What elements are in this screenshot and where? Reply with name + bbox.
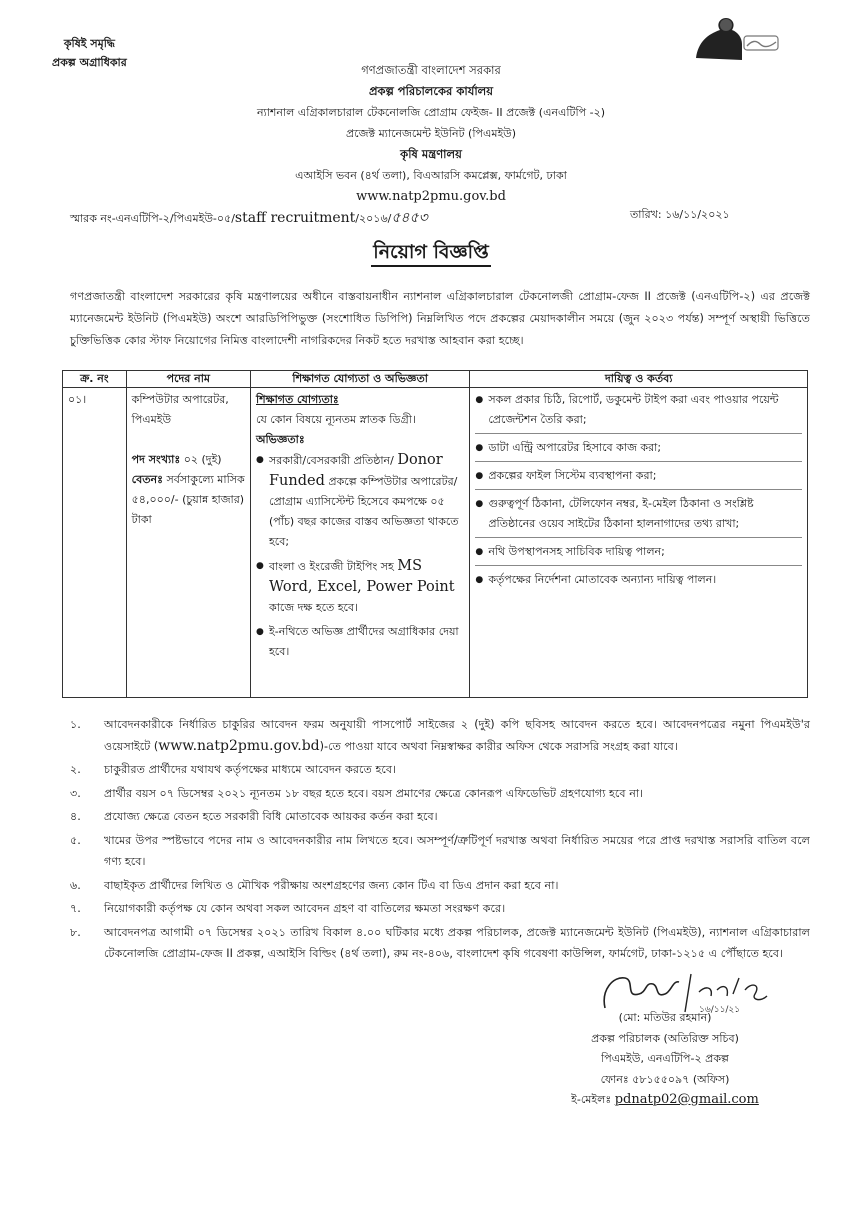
list-item: ৪. প্রযোজ্য ক্ষেত্রে বেতন হতে সরকারী বিধি মোতাবেক আয়কর কর্তন করা হবে। bbox=[70, 810, 438, 823]
th-duties: দায়িত্ব ও কর্তব্য bbox=[470, 371, 808, 388]
th-post: পদের নাম bbox=[126, 371, 250, 388]
job-table bbox=[62, 370, 808, 698]
edu-label: শিক্ষাগত যোগ্যতাঃ bbox=[256, 393, 339, 406]
memo-number bbox=[70, 206, 428, 230]
memo-prefix: স্মারক নং-এনএটিপি-২/পিএমইউ-০৫/ bbox=[70, 212, 235, 225]
signatory-phone: ফোনঃ ৫৮১৫৫০৯৭ (অফিস) bbox=[600, 1072, 730, 1086]
duties-list bbox=[475, 390, 802, 593]
list-item: ● ডাটা এন্ট্রি অপারেটর হিসাবে কাজ করা; bbox=[475, 438, 802, 462]
header-unit: প্রজেক্ট ম্যানেজমেন্ট ইউনিট (পিএমইউ) bbox=[345, 127, 517, 140]
signature-date: ১৬/১১/২১ bbox=[699, 1005, 741, 1015]
notice-title bbox=[0, 238, 862, 270]
header-office: প্রকল্প পরিচালকের কার্যালয় bbox=[368, 84, 494, 98]
cell-duties bbox=[470, 388, 808, 698]
experience-list bbox=[256, 450, 464, 662]
post-count: পদ সংখ্যাঃ ০২ (দুই) bbox=[131, 453, 222, 466]
list-item: ১. আবেদনকারীকে নির্ধারিত চাকুরির আবেদন ফরম অনুযায়ী পাসপোর্ট সাইজের ২ (দুই) কপি ছবিসহ আবেদন করতে হবে। আবেদনপত্রের নমুনা পিএমইউ'র ওয়েসাইটে (www.natp2pmu.gov.bd)-তে পাওয়া যাবে অথবা নিম্নস্বাক্ষর কারীর অফিস থেকে সরাসরি সংগ্রহ করা যাবে। bbox=[70, 718, 810, 754]
notice-title-text: নিয়োগ বিজ্ঞপ্তি bbox=[371, 241, 490, 267]
memo-handwritten: ৫৪৫৩ bbox=[391, 210, 428, 226]
th-serial: ক্র. নং bbox=[63, 371, 127, 388]
conditions-list bbox=[70, 714, 810, 967]
list-item: ২. চাকুরীরত প্রার্থীদের যথাযথ কর্তৃপক্ষের মাধ্যমে আবেদন করতে হবে। bbox=[70, 763, 397, 776]
email-link[interactable]: pdnatp02@gmail.com bbox=[614, 1092, 759, 1107]
signatory-email-row: ই-মেইলঃ pdnatp02@gmail.com bbox=[571, 1092, 759, 1107]
memo-suffix: /২০১৬/ bbox=[355, 212, 392, 225]
signatory-designation: প্রকল্প পরিচালক (অতিরিক্ত সচিব) bbox=[591, 1031, 739, 1045]
header-address: এআইসি ভবন (৪র্থ তলা), বিএআরসি কমপ্লেক্স, ফার্মগেট, ঢাকা bbox=[295, 169, 567, 182]
mujib-logo bbox=[690, 14, 782, 64]
th-qualification: শিক্ষাগত যোগ্যতা ও অভিজ্ঞতা bbox=[251, 371, 470, 388]
cell-serial: ০১। bbox=[63, 388, 127, 698]
list-item: ● বাংলা ও ইংরেজী টাইপিং সহ MS Word, Excel, Power Point কাজে দক্ষ হতে হবে। bbox=[256, 556, 464, 618]
list-item: ● নথি উপস্থাপনসহ সাচিবিক দায়িত্ব পালন; bbox=[475, 542, 802, 566]
cell-qualification bbox=[251, 388, 470, 698]
post-name: কম্পিউটার অপারেটর, পিএমইউ bbox=[131, 393, 229, 426]
list-item: ৭. নিয়োগকারী কর্তৃপক্ষ যে কোন অথবা সকল আবেদন গ্রহণ বা বাতিলের ক্ষমতা সংরক্ষণ করে। bbox=[70, 902, 506, 915]
header-govt: গণপ্রজাতন্ত্রী বাংলাদেশ সরকার bbox=[361, 63, 501, 77]
post-salary: বেতনঃ সর্বসাকুল্যে মাসিক ৫৪,০০০/- (চুয়ান্ন হাজার) টাকা bbox=[131, 473, 245, 526]
cell-post bbox=[126, 388, 250, 698]
exp-label: অভিজ্ঞতাঃ bbox=[256, 433, 305, 446]
header-ministry: কৃষি মন্ত্রণালয় bbox=[400, 147, 462, 161]
signature-block bbox=[540, 1008, 790, 1111]
list-item: ৫. খামের উপর স্পষ্টভাবে পদের নাম ও আবেদনকারীর নাম লিখতে হবে। অসম্পূর্ণ/ত্রুটিপূর্ণ দরখাস্ত অথবা নির্ধারিত সময়ের পরে প্রাপ্ত দরখাস্ত সরাসরি বাতিল বলে গণ্য হবে। bbox=[70, 833, 810, 868]
table-row bbox=[63, 388, 808, 698]
list-item: ● প্রকল্পের ফাইল সিস্টেম ব্যবস্থাপনা করা; bbox=[475, 466, 802, 490]
list-item: ● সকল প্রকার চিঠি, রিপোর্ট, ডকুমেন্ট টাইপ করা এবং পাওয়ার পয়েন্ট প্রেজেন্টশন তৈরি করা; bbox=[475, 390, 802, 434]
edu-value: যে কোন বিষয়ে ন্যূনতম স্নাতক ডিগ্রী। bbox=[256, 413, 416, 426]
signatory-office: পিএমইউ, এনএটিপি-২ প্রকল্প bbox=[601, 1052, 729, 1065]
list-item: ৬. বাছাইকৃত প্রার্থীদের লিখিত ও মৌখিক পরীক্ষায় অংশগ্রহণের জন্য কোন টিএ বা ডিএ প্রদান করা হবে না। bbox=[70, 878, 559, 892]
list-item: ● সরকারী/বেসরকারী প্রতিষ্ঠান/ Donor Funded প্রকল্পে কম্পিউটার অপারেটর/প্রোগ্রাম এ্যাসিস্টেন্ট হিসেবে কমপক্ষে ০৫ (পাঁচ) বছর কাজের বাস্তব অভিজ্ঞতা থাকতে হবে; bbox=[256, 450, 464, 552]
memo-en: staff recruitment bbox=[234, 210, 356, 226]
motto-line-2: প্রকল্প অগ্রাধিকার bbox=[52, 56, 127, 69]
website-link[interactable]: www.natp2pmu.gov.bd bbox=[158, 737, 320, 754]
issue-date: তারিখ: ১৬/১১/২০২১ bbox=[630, 208, 730, 221]
intro-paragraph: গণপ্রজাতন্ত্রী বাংলাদেশ সরকারের কৃষি মন্ত্রণালয়ের অধীনে বাস্তবায়নাধীন ন্যাশনাল এগ্রিকালচারাল টেকনোলজী প্রোগ্রাম-ফেজ II প্রজেক্ট (এনএটিপি-২) এর প্রজেক্ট ম্যানেজমেন্ট ইউনিট (পিএমইউ) অংশে আরডিপিপিভুক্ত (সংশোধিত ডিপিপি) নিম্নলিখিত পদে প্রকল্পের মেয়াদকালীন সময়ে (জুন ২০২৩ পর্যন্ত) সম্পূর্ণ অস্থায়ী ভিত্তিতে চুক্তিভিত্তিক কোর স্টাফ নিয়োগের নিমিত্ত বাংলাদেশী নাগরিকদের নিকট হতে দরখাস্ত আহবান করা হচ্ছে। bbox=[70, 290, 810, 347]
header-website[interactable]: www.natp2pmu.gov.bd bbox=[356, 189, 506, 204]
office-header bbox=[0, 60, 862, 207]
table-header-row bbox=[63, 371, 808, 388]
list-item: ● কর্তৃপক্ষের নির্দেশনা মোতাবেক অন্যান্য দায়িত্ব পালন। bbox=[475, 570, 802, 593]
list-item: ৩. প্রার্থীর বয়স ০৭ ডিসেম্বর ২০২১ ন্যূনতম ১৮ বছর হতে হবে। বয়স প্রমাণের ক্ষেত্রে কোনরূপ এফিডেভিট গ্রহণযোগ্য হবে না। bbox=[70, 786, 644, 800]
signatory-name: (মো: মতিউর রহমান) bbox=[618, 1011, 712, 1024]
list-item: ৮. আবেদনপত্র আগামী ০৭ ডিসেম্বর ২০২১ তারিখ বিকাল ৪.০০ ঘটিকার মধ্যে প্রকল্প পরিচালক, প্রজেক্ট ম্যানেজমেন্ট ইউনিট (পিএমইউ), ন্যাশনাল এগ্রিকাচারাল টেকনোলজি প্রোগ্রাম-ফেজ II প্রকল্প, এআইসি বিল্ডিং (৪র্থ তলা), রুম নং-৪০৬, বাংলাদেশ কৃষি গবেষণা কাউন্সিল, ফার্মগেট, ঢাকা-১২১৫ এ পৌঁছাতে হবে। bbox=[70, 925, 810, 960]
motto-line-1: কৃষিই সমৃদ্ধি bbox=[63, 37, 115, 50]
list-item: ● গুরুত্বপূর্ণ ঠিকানা, টেলিফোন নম্বর, ই-মেইল ঠিকানা ও সংশ্লিষ্ট প্রতিষ্ঠানের ওয়েব সাইটের ঠিকানা হালনাগাদের তথ্য রাখা; bbox=[475, 494, 802, 538]
list-item: ● ই-নথিতে অভিজ্ঞ প্রার্থীদের অগ্রাধিকার দেয়া হবে। bbox=[256, 622, 464, 662]
header-project: ন্যাশনাল এগ্রিকালচারাল টেকনোলজি প্রোগ্রাম ফেইজ- II প্রজেক্ট (এনএটিপি -২) bbox=[256, 106, 606, 119]
